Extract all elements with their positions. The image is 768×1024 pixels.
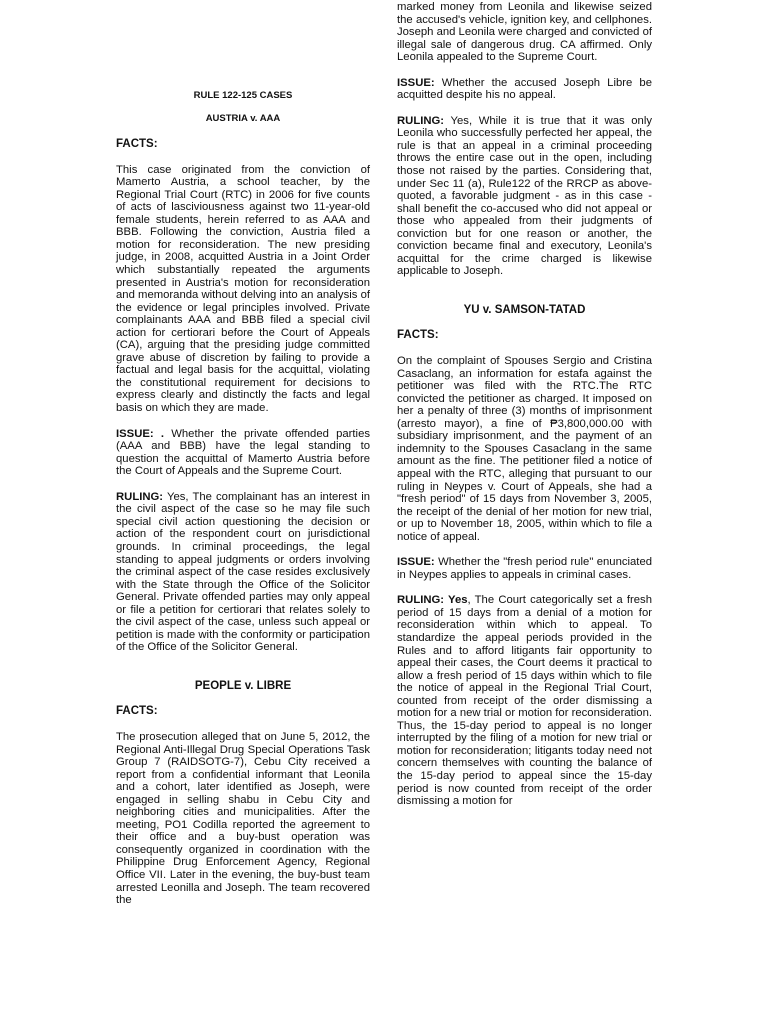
ruling-label: RULING:	[116, 490, 164, 503]
issue-label: ISSUE: .	[116, 427, 165, 440]
ruling-text: Yes, While it is true that it was only Leonila who successfully perfected her appeal, the rule is that an appeal in a criminal proceeding throws the entire case out in the open, including those not raised by the parties. Considering that, under Sec 11 (a), Rule122 of the RRCP as above-quoted, a favorable judgment - as in this case - shall benefit the co-accused who did not appeal or those who appealed from their judgments of conviction but for one reason or another, the conviction became final and executory, Leonila's acquittal for the crime charged is likewise applicable to Joseph.	[397, 114, 652, 278]
case-title-austria: AUSTRIA v. AAA	[205, 112, 281, 124]
ruling-text: , The Court categorically set a fresh period of 15 days from a denial of a motion for reconsideration within which to appeal. To standardize the appeal periods provided in the Rules and to afford litigants fair opportunity to appeal their cases, the Court deems it practical to allow a fresh period of 15 days within which to file the notice of appeal in the Regional Trial Court, counted from receipt of the order dismissing a motion for a new trial or motion for reconsideration. Thus, the 15-day period to appeal is no longer interrupted by the filing of a motion for new trial or motion for reconsideration; litigants today need not concern themselves with counting the balance of the 15-day period to appeal since the 15-day period is now counted from receipt of the order dismissing a motion for	[397, 594, 652, 808]
facts-paragraph: This case originated from the conviction of Mamerto Austria, a school teacher, by the Regional Trial Court (RTC) in 2006 for five counts of acts of lasciviousness against two 11-year-old female students, herein referred to as AAA and BBB. Following the conviction, Austria filed a motion for reconsideration. The new presiding judge, in 2008, acquitted Austria in a Joint Order which substantially repeated the arguments presented in Austria's motion for reconsideration and memoranda without delving into an analysis of the evidence or legal principles involved. Private complainants AAA and BBB filed a special civil action for certiorari before the Court of Appeals (CA), arguing that the presiding judge committed grave abuse of discretion by failing to provide a factual and legal basis for the acquittal, violating the constitutional requirement for decisions to express clearly and distinctly the facts and legal basis on which they are made.	[116, 163, 370, 415]
right-column	[397, 0, 652, 808]
issue-paragraph	[116, 428, 370, 478]
issue-text: Whether the accused Joseph Libre be acquitted despite his no appeal.	[397, 76, 652, 102]
issue-text: Whether the "fresh period rule" enunciated in Neypes applies to appeals in criminal cases.	[397, 556, 653, 581]
facts-continuation: marked money from Leonila and likewise seized the accused's vehicle, ignition key, and cellphones. Joseph and Leonila were charged and convicted of illegal sale of dangerous drug. CA affirmed. Only Leonila appealed to the Supreme Court.	[397, 1, 652, 64]
ruling-paragraph	[397, 115, 652, 278]
issue-paragraph	[397, 556, 652, 581]
case-title-libre: PEOPLE v. LIBRE	[194, 679, 292, 692]
ruling-label: RULING:	[397, 114, 445, 127]
ruling-label: RULING: Yes	[397, 594, 468, 607]
facts-paragraph: On the complaint of Spouses Sergio and Cristina Casaclang, an information for estafa against the petitioner was filed with the RTC.The RTC convicted the petitioner as charged. It imposed on her a penalty of three (3) months of imprisonment (arresto mayor), a fine of ₱3,800,000.00 with subsidiary imprisonment, and the payment of an indemnity to the Spouses Casaclang in the same amount as the fine. The petitioner filed a notice of appeal with the RTC, alleging that pursuant to our ruling in Neypes v. Court of Appeals, she had a "fresh period" of 15 days from November 3, 2005, the receipt of the denial of her motion for new trial, or up to November 18, 2005, within which to file a notice of appeal.	[397, 355, 652, 543]
left-column	[116, 0, 370, 907]
issue-text: Whether the private offended parties (AAA and BBB) have the legal standing to question the acquittal of Mamerto Austria before the Court of Appeals and the Supreme Court.	[116, 427, 370, 478]
facts-heading: FACTS:	[116, 705, 158, 718]
ruling-paragraph	[116, 491, 370, 654]
ruling-paragraph	[397, 594, 652, 807]
document-title: RULE 122-125 CASES	[193, 90, 293, 101]
issue-paragraph	[397, 77, 652, 102]
issue-label: ISSUE:	[397, 556, 435, 569]
facts-heading: FACTS:	[116, 138, 158, 151]
issue-label: ISSUE:	[397, 76, 435, 89]
facts-paragraph: The prosecution alleged that on June 5, 2012, the Regional Anti-Illegal Drug Special Operations Task Group 7 (RAIDSOTG-7), Cebu City received a report from a confidential informant that Leonila and a cohort, later identified as Joseph, were engaged in selling shabu in Cebu City and neighboring cities and municipalities. After the meeting, PO1 Codilla reported the agreement to their office and a buy-bust operation was consequently organized in coordination with the Philippine Drug Enforcement Agency, Regional Office VII. Later in the evening, the buy-bust team arrested Leonilla and Joseph. The team recovered the	[116, 730, 370, 907]
ruling-text: Yes, The complainant has an interest in the civil aspect of the case so he may file such special civil action questioning the decision or action of the respondent court on jurisdictional grounds. In criminal proceedings, the legal standing to appeal judgments or orders involving the criminal aspect of the case resides exclusively with the State through the Office of the Solicitor General. Private offended parties may only appeal or file a petition for certiorari that relates solely to the civil aspect of the case, unless such appeal or petition is made with the conformity or participation of the Office of the Solicitor General.	[116, 490, 370, 654]
case-title-yu: YU v. SAMSON-TATAD	[463, 303, 586, 316]
facts-heading: FACTS:	[397, 329, 439, 342]
